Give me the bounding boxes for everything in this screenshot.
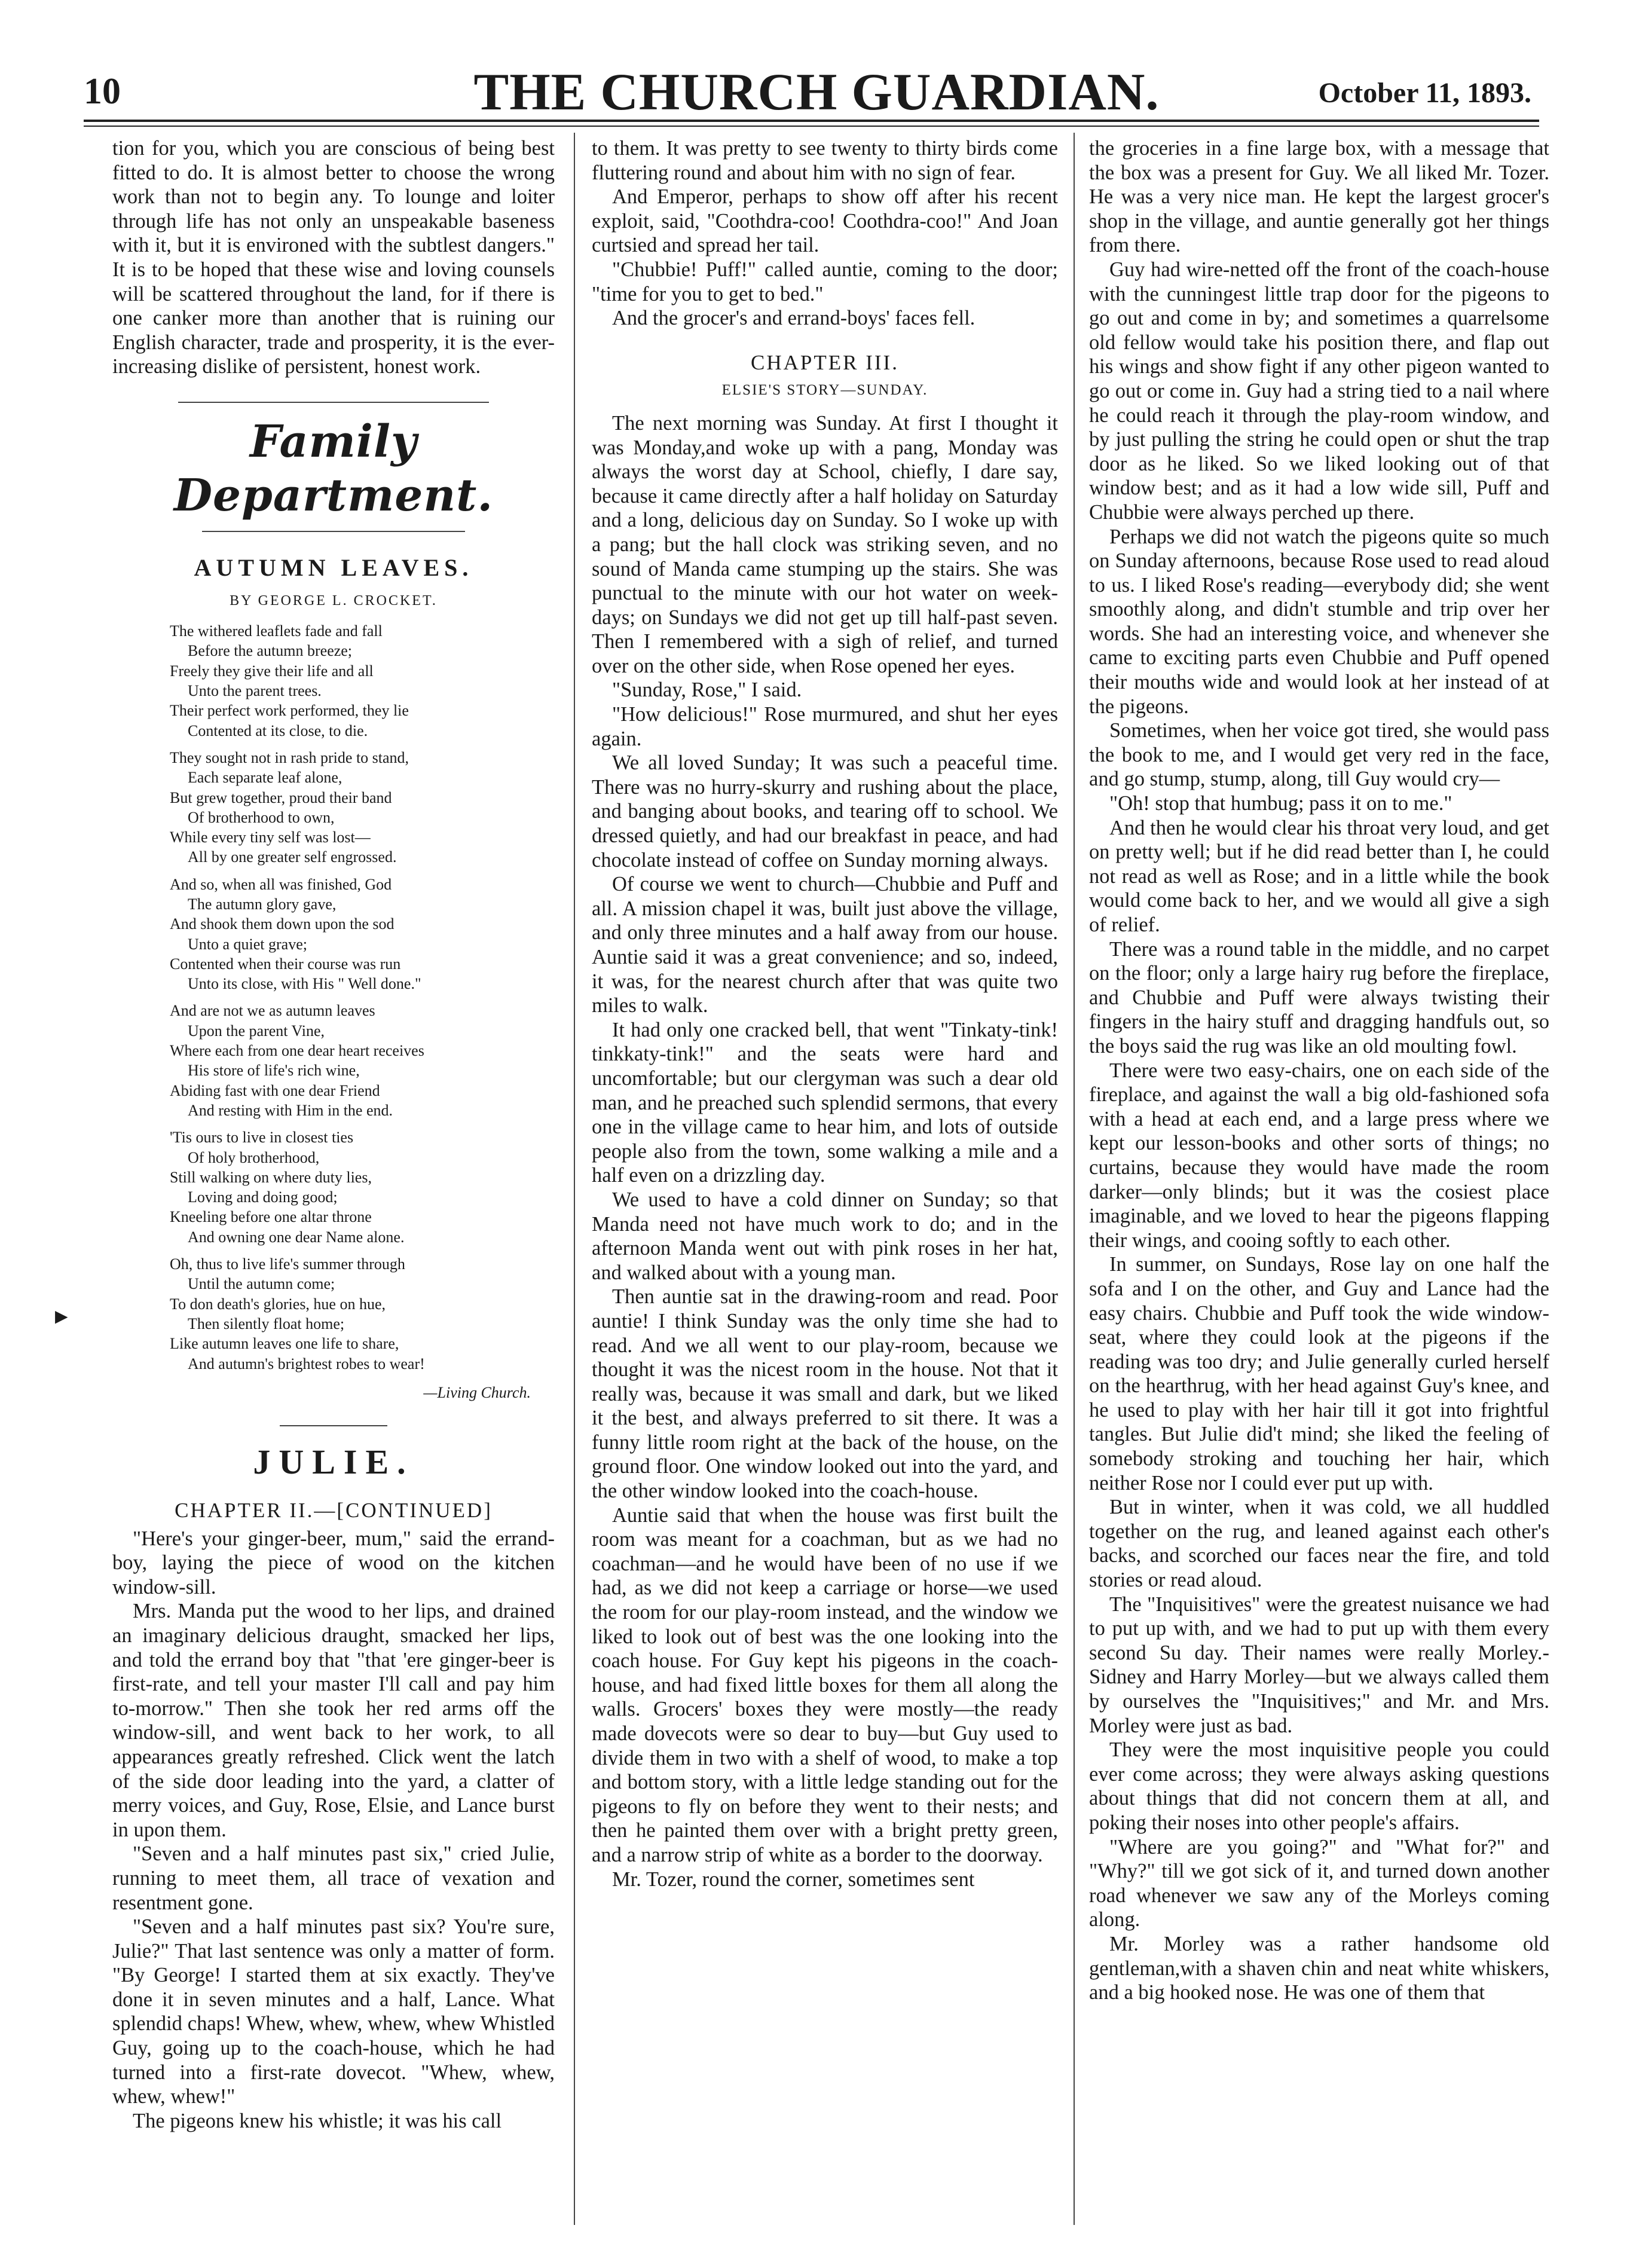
paragraph: tion for you, which you are conscious of being best fitted to do. It is almost better to choose the wrong work than not to begin any. To lounge and loiter through life has not only an unspeakable baseness with it, but it is environed with the subtlest dangers." It is to be hoped that these wise and loving counsels will be scattered throughout the land, for if there is one canker more than another that is ruining our English character, trade and prosperity, it is the ever-increasing dislike of persistent, honest work. (112, 137, 555, 378)
poem-stanza (170, 875, 555, 994)
chapter-heading: CHAPTER II.—[CONTINUED] (175, 1499, 493, 1522)
poem-line: The autumn glory gave, (188, 895, 337, 913)
poem-stanza (170, 621, 555, 741)
paragraph: Auntie said that when the house was first built the room was meant for a coachman, but as we had no coachman—and he would have been of no use if we had, as we did not keep a carriage or horse—we used the room for our play-room instead, and the window we liked to look out of best was the one looking into the coach house. For Guy kept his pigeons in the coach-house, and had fixed little boxes for them all along the walls. Grocers' boxes they were mostly—the ready made dovecots were so dear to buy—but Guy used to divide them in two with a shelf of wood, to make a top and bottom story, with a little ledge standing out for the pigeons to fly on before they went to their nests; and then he painted them over with a bright pretty green, and a narrow strip of white as a border to the doorway. (592, 1503, 1058, 1866)
paragraph: the groceries in a fine large box, with a message that the box was a present for Guy. We all liked Mr. Tozer. He was a very nice man. He kept the largest grocer's shop in the village, and auntie generally got her things from there. (1089, 137, 1549, 257)
story-text (112, 1527, 555, 2133)
paragraph: Mrs. Manda put the wood to her lips, and drained an imaginary delicious draught, smacked her lips, and told the errand boy that "that 'ere ginger-beer is first-rate, and tell your master I'll call and pay him to-morrow." Then she took her red arms off the window-sill, and went back to her work, to all appearances greatly refreshed. Click went the latch of the side door leading into the yard, a clatter of merry voices, and Guy, Rose, Elsie, and Lance burst in upon them. (112, 1600, 555, 1841)
poem-line: And owning one dear Name alone. (188, 1228, 405, 1246)
paragraph: "Seven and a half minutes past six," cried Julie, running to meet them, all trace of vexation and resentment gone. (112, 1842, 555, 1914)
poem-stanza (170, 1127, 555, 1247)
poem-line: All by one greater self engrossed. (188, 848, 397, 866)
poem-credit: —Living Church. (423, 1383, 531, 1401)
paragraph: "Chubbie! Puff!" called auntie, coming to the door; "time for you to get to bed." (592, 258, 1058, 305)
poem-line: And are not we as autumn leaves (170, 1002, 375, 1020)
poem-line: Where each from one dear heart receives (170, 1042, 424, 1060)
poem-line: Of brotherhood to own, (188, 808, 335, 826)
poem-line: Each separate leaf alone, (188, 769, 342, 787)
poem-line: Contented when their course was run (170, 955, 401, 973)
poem-line: Freely they give their life and all (170, 662, 374, 680)
paragraph: "Here's your ginger-beer, mum," said the errand-boy, laying the piece of wood on the kitchen window-sill. (112, 1527, 555, 1598)
poem-line: And autumn's brightest robes to wear! (188, 1355, 425, 1373)
poem-line: Loving and doing good; (188, 1188, 338, 1206)
chapter-subtitle: ELSIE'S STORY—SUNDAY. (721, 382, 928, 399)
paragraph: And then he would clear his throat very loud, and get on pretty well; but if he did read better than I, he could not read as well as Rose; and in a little while the book would come back to her, and we would all give a sigh of relief. (1089, 816, 1549, 936)
paragraph: And Emperor, perhaps to show off after his recent exploit, said, "Coothdra-coo! Coothdra-coo!" And Joan curtsied and spread her tail. (592, 185, 1058, 257)
paragraph: Mr. Morley was a rather handsome old gentleman,with a shaven chin and neat white whiskers, and a big hooked nose. He was one of them that (1089, 1932, 1549, 2004)
poem-line: Like autumn leaves one life to share, (170, 1335, 399, 1353)
poem-line: Abiding fast with one dear Friend (170, 1081, 380, 1099)
poem-line: Until the autumn come; (188, 1275, 335, 1293)
masthead-title: THE CHURCH GUARDIAN. (473, 63, 1160, 121)
poem-line: And shook them down upon the sod (170, 915, 395, 933)
paragraph: Mr. Tozer, round the corner, sometimes sent (612, 1867, 975, 1891)
poem-title: AUTUMN LEAVES. (194, 554, 473, 581)
story-text (592, 411, 1058, 1891)
poem (112, 621, 555, 1374)
poem-line: Unto the parent trees. (188, 682, 322, 700)
paragraph: And the grocer's and errand-boys' faces fell. (612, 307, 975, 330)
paragraph: "Seven and a half minutes past six? You're sure, Julie?" That last sentence was only a matter of form. "By George! I started them at six exactly. They've done it in seven minutes and a half, Lance. What splendid chaps! Whew, whew, whew, whew Whistled Guy, going up to the coach-house, which he had turned into a first-rate dovecot. "Whew, whew, whew, whew!" (112, 1915, 555, 2108)
poem-line: Kneeling before one altar throne (170, 1208, 372, 1226)
paragraph: Sometimes, when her voice got tired, she would pass the book to me, and I would get very red in the face, and go stump, stump, along, till Guy would cry— (1089, 719, 1549, 791)
poem-line: They sought not in rash pride to stand, (170, 748, 409, 766)
poem-stanza (170, 748, 555, 867)
middle-column (592, 136, 1058, 1891)
section-divider (178, 402, 489, 403)
poem-line: And resting with Him in the end. (188, 1101, 393, 1119)
poem-line: Contented at its close, to die. (188, 722, 368, 739)
paragraph: It had only one cracked bell, that went "Tinkaty-tink! tinkkaty-tink!" and the seats were hard and uncomfortable; but our clergyman was such a dear old man, and he preached such splendid sermons, that every one in the village came to hear him, and lots of outside people also from the town, some walking a mile and a half even on a drizzling day. (592, 1018, 1058, 1187)
paragraph: Then auntie sat in the drawing-room and read. Poor auntie! I think Sunday was the only time she had to read. And we all went to our play-room, because we thought it was the nicest room in the house. Not that it really was, because it was small and dark, but we liked it the best, and always preferred to sit there. It was a funny little room right at the back of the house, on the ground floor. One window looked out into the yard, and the other window looked into the coach-house. (592, 1285, 1058, 1503)
paragraph: Guy had wire-netted off the front of the coach-house with the cunningest little trap door for the pigeons to go out and come in by; and sometimes a quarrelsome old fellow would take his position there, and flap out his wings and show fight if any other pigeon wanted to go out or come in. Guy had a string tied to a nail where he could reach it through the play-room window, and by just pulling the string he could open or shut the trap door as he liked. So we liked looking out of that window best; and as it had a low wide sill, Puff and Chubbie were always perched up there. (1089, 258, 1549, 524)
paragraph: We used to have a cold dinner on Sunday; so that Manda need not have much work to do; and in the afternoon Manda went out with pink roses in her hat, and walked about with a young man. (592, 1188, 1058, 1284)
left-column (112, 136, 555, 2133)
poem-line: And so, when all was finished, God (170, 875, 392, 893)
paragraph: "Where are you going?" and "What for?" and "Why?" till we got sick of it, and turned down another road whenever we saw any of the Morleys coming along. (1089, 1835, 1549, 1931)
poem-line: Their perfect work performed, they lie (170, 702, 409, 720)
poem-byline: BY GEORGE L. CROCKET. (230, 592, 438, 609)
poem-line: Unto its close, with His " Well done." (188, 975, 421, 993)
column-divider (1074, 133, 1075, 2225)
paragraph: We all loved Sunday; It was such a peaceful time. There was no hurry-skurry and rushing about the place, and banging about books, and tearing off to school. We dressed quietly, and had our breakfast in peace, and had chocolate instead of coffee on Sunday morning always. (592, 751, 1058, 872)
poem-line: Oh, thus to live life's summer through (170, 1255, 405, 1273)
margin-pointer-icon: ▶ (55, 1307, 68, 1326)
poem-line: Then silently float home; (188, 1315, 345, 1332)
paragraph: They were the most inquisitive people you could ever come across; they were always asking questions about things that did not concern them at all, and poking their noses into other people's affairs. (1089, 1738, 1549, 1834)
poem-stanza (170, 1001, 555, 1120)
department-heading: Family Department. (173, 415, 494, 521)
paragraph: In summer, on Sundays, Rose lay on one half the sofa and I on the other, and Guy and Lance had the easy chairs. Chubbie and Puff took the wide window-seat, where they could look at the pigeons if the reading was too dry; and Julie generally curled herself on the hearthrug, with her head against Guy's knee, and he used to play with her hair till it got into frightful tangles. But Julie did't mind; she liked the feeling of somebody stroking and touching her hair, which neither Rose nor I could ever put up with. (1089, 1253, 1549, 1494)
paragraph: The next morning was Sunday. At first I thought it was Monday,and woke up with a pang, Monday was always the worst day at School, chiefly, I dare say, because it came directly after a half holiday on Saturday and a long, delicious day on Sunday. So I woke up with a pang; but the hall clock was striking seven, and no sound of Manda came stumping up the stairs. She was punctual to the minute with our hot water on week-days; on Sundays we did not get up till half-past seven. Then I remembered with a sigh of relief, and turned over on the other side, when Rose opened her eyes. (592, 411, 1058, 677)
paragraph: There were two easy-chairs, one on each side of the fireplace, and against the wall a big old-fashioned sofa with a head at each end, and a large press where we kept our lesson-books and other sorts of things; no curtains, because they would have made the room darker—only blinds; but it was the cosiest place imaginable, and we loved to hear the pigeons flapping their wings, and cooing softly to each other. (1089, 1059, 1549, 1252)
issue-date: October 11, 1893. (1318, 77, 1531, 109)
poem-line: Of holy brotherhood, (188, 1148, 320, 1166)
paragraph: There was a round table in the middle, and no carpet on the floor; only a large hairy rug before the fireplace, and Chubbie and Puff were always twisting their fingers in the hairy stuff and dragging handfuls out, so the boys said the rug was like an old moulting fowl. (1089, 937, 1549, 1057)
masthead-rule-thin (84, 126, 1539, 127)
poem-line: While every tiny self was lost— (170, 829, 371, 846)
section-divider (280, 1425, 387, 1426)
paragraph: Of course we went to church—Chubbie and Puff and all. A mission chapel it was, built just above the village, and only three minutes and a half away from our house. Auntie said it was a great convenience; and so, indeed, it was, for the nearest church after that was quite two miles to walk. (592, 873, 1058, 1017)
paragraph: "Oh! stop that humbug; pass it on to me." (1109, 792, 1452, 815)
paragraph: Perhaps we did not watch the pigeons quite so much on Sunday afternoons, because Rose used to read aloud to us. I liked Rose's reading—everybody did; she went smoothly along, and didn't stumble and trip over her words. She had an interesting voice, and whenever she came to exciting parts even Chubbie and Puff opened their mouths wide and would look at her instead of at the pigeons. (1089, 525, 1549, 718)
poem-stanza (170, 1254, 555, 1374)
poem-line: But grew together, proud their band (170, 788, 392, 806)
story-title: JULIE. (253, 1442, 414, 1482)
story-text (592, 136, 1058, 331)
poem-line: The withered leaflets fade and fall (170, 622, 383, 640)
poem-line: His store of life's rich wine, (188, 1062, 360, 1080)
poem-line: Unto a quiet grave; (188, 935, 307, 953)
paragraph: to them. It was pretty to see twenty to thirty birds come fluttering round and about him with no sign of fear. (592, 137, 1058, 184)
poem-line: 'Tis ours to live in closest ties (170, 1129, 354, 1147)
page-number: 10 (84, 71, 121, 112)
paragraph: "How delicious!" Rose murmured, and shut her eyes again. (592, 703, 1058, 750)
right-column (1089, 136, 1549, 2005)
paragraph: The pigeons knew his whistle; it was his call (133, 2109, 502, 2132)
poem-line: Upon the parent Vine, (188, 1022, 325, 1040)
poem-line: Before the autumn breeze; (188, 642, 353, 660)
masthead-rule (84, 120, 1539, 122)
chapter-heading: CHAPTER III. (751, 350, 899, 374)
paragraph: "Sunday, Rose," I said. (612, 678, 802, 702)
poem-line: Still walking on where duty lies, (170, 1168, 372, 1186)
story-text (1089, 136, 1549, 2005)
section-divider (202, 531, 465, 532)
poem-line: To don death's glories, hue on hue, (170, 1295, 386, 1313)
intro-text (112, 136, 555, 379)
column-divider (574, 133, 575, 2225)
paragraph: The "Inquisitives" were the greatest nuisance we had to put up with, and we had to put up with them every second Su day. Their names were really Morley.-Sidney and Harry Morley—but we always called them by ourselves the "Inquisitives;" and Mr. and Mrs. Morley were just as bad. (1089, 1593, 1549, 1737)
paragraph: But in winter, when it was cold, we all huddled together on the rug, and leaned against each other's backs, and scorched our faces near the fire, and told stories or read aloud. (1089, 1496, 1549, 1592)
